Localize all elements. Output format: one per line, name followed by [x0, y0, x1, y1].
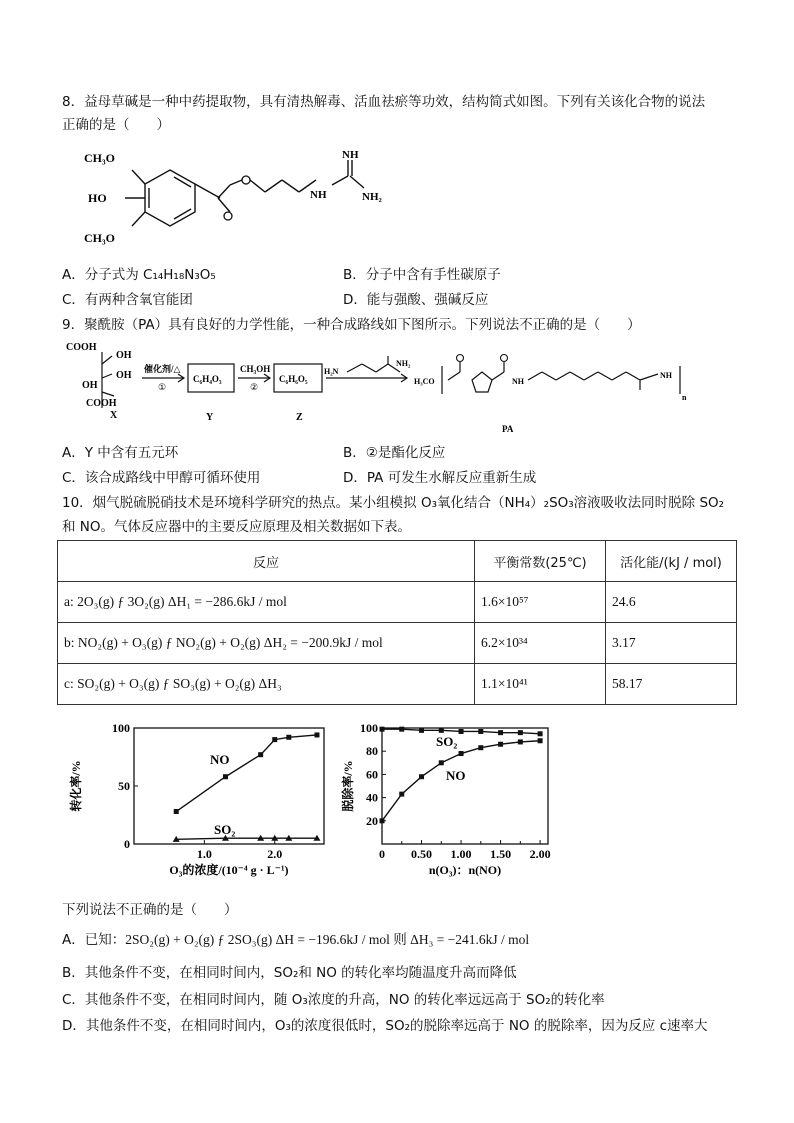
q9-option-b: B．②是酯化反应 — [343, 445, 446, 461]
data-point — [380, 727, 385, 732]
q9-reagent2: CH₃OH — [240, 364, 271, 374]
data-point — [314, 732, 319, 737]
q8-label-nh-top: NH — [342, 149, 359, 161]
series-label: SO₂ — [214, 822, 236, 837]
q9-reagent1: 催化剂/△ — [144, 364, 181, 374]
table-cell-k: 6.2×10³⁴ — [475, 623, 606, 664]
y-tick-label: 20 — [366, 813, 378, 828]
q9-step2: ② — [250, 382, 259, 392]
q10-option-a — [62, 930, 529, 950]
q9-option-d: D．PA 可发生水解反应重新生成 — [343, 470, 537, 486]
y-tick-label: 100 — [360, 721, 378, 735]
q9-stem: 9．聚酰胺（PA）具有良好的力学性能，一种合成路线如下图所示。下列说法不正确的是（ ） — [62, 317, 641, 333]
table-cell-reaction: b: NO₂(g) + O₃(g) ƒ NO₂(g) + O₂(g) ΔH₂ = −200.9kJ / mol — [58, 623, 475, 664]
data-point — [399, 792, 404, 797]
series-line-NO — [176, 735, 317, 812]
data-point — [518, 730, 523, 735]
data-point — [399, 727, 404, 732]
q9-label-z: Z — [296, 412, 303, 423]
table-header-row — [58, 541, 737, 582]
y-axis-label: 转化率/% — [69, 760, 83, 812]
q9-label-cooh-bottom: COOH — [86, 398, 117, 409]
data-point — [223, 774, 228, 779]
q10-stem-line2: 和 NO。气体反应器中的主要反应原理及相关数据如下表。 — [62, 519, 412, 535]
data-point — [439, 728, 444, 733]
q8-label-och3-bottom: CH₃O — [84, 231, 115, 245]
chart-removal-vs-ratio — [336, 718, 556, 888]
chart-conversion-vs-o3 — [62, 718, 332, 888]
q9-synthesis-scheme — [62, 336, 742, 436]
q9-y-formula: C₆H₄O₃ — [193, 374, 222, 384]
q9-label-pa: PA — [502, 424, 514, 434]
series-label: SO₂ — [436, 734, 458, 749]
x-tick-label: 0 — [379, 847, 385, 861]
data-point — [419, 774, 424, 779]
q8-option-d: D．能与强酸、强碱反应 — [343, 292, 489, 308]
table-cell-k: 1.1×10⁴¹ — [475, 664, 606, 705]
q9-label-oh3: OH — [82, 380, 98, 391]
x-tick-label: 1.50 — [490, 847, 512, 861]
q8-label-och3-top: CH₃O — [84, 151, 115, 165]
table-cell-ea: 3.17 — [606, 623, 737, 664]
data-point — [380, 818, 385, 823]
y-tick-label: 40 — [366, 790, 378, 805]
data-point — [439, 760, 444, 765]
data-point — [272, 737, 277, 742]
table-cell-ea: 24.6 — [606, 582, 737, 623]
table-row — [58, 582, 737, 623]
x-tick-label: 2.00 — [529, 847, 551, 861]
series-label: NO — [210, 752, 230, 767]
y-tick-label: 80 — [366, 744, 378, 759]
data-point — [459, 729, 464, 734]
data-point — [518, 739, 523, 744]
data-point — [258, 752, 263, 757]
table-cell-reaction: c: SO₂(g) + O₃(g) ƒ SO₃(g) + O₂(g) ΔH₃ — [58, 664, 475, 705]
x-axis-label: O₃的浓度/(10⁻⁴ g · L⁻¹) — [169, 863, 289, 877]
data-point — [498, 730, 503, 735]
q8-option-a: A．分子式为 C₁₄H₁₈N₃O₅ — [62, 267, 216, 283]
y-tick-label: 0 — [124, 837, 130, 851]
x-axis-label: n(O₃)：n(NO) — [428, 863, 502, 877]
data-point — [459, 751, 464, 756]
q9-label-h2n: H₂N — [324, 367, 339, 376]
q9-label-nh-2: NH — [660, 371, 672, 380]
y-tick-label: 100 — [112, 721, 130, 735]
table-header-reaction: 反应 — [58, 541, 475, 582]
data-point — [478, 729, 483, 734]
y-axis-label: 脱除率/% — [341, 760, 355, 812]
q10-option-a-math: 2SO₂(g) + O₂(g) ƒ 2SO₃(g) ΔH = −196.6kJ / mol 则 ΔH₃ = −241.6kJ / mol — [125, 932, 530, 947]
data-point — [498, 742, 503, 747]
q8-label-nh: NH — [310, 189, 327, 201]
q10-option-a-prefix: A．已知： — [62, 932, 126, 948]
q9-label-n: n — [682, 393, 687, 402]
y-tick-label: 60 — [366, 767, 378, 782]
q8-stem-line1: 8．益母草碱是一种中药提取物，具有清热解毒、活血祛瘀等功效，结构简式如图。下列有关该化合物的说法 — [62, 94, 706, 110]
q9-label-h3co: H₃CO — [414, 377, 435, 386]
q10-option-b: B．其他条件不变，在相同时间内，SO₂和 NO 的转化率均随温度升高而降低 — [62, 965, 517, 981]
x-tick-label: 0.50 — [411, 847, 433, 861]
data-point — [174, 809, 179, 814]
q9-label-x: X — [110, 410, 118, 421]
q8-stem-line2: 正确的是（ ） — [62, 117, 170, 133]
data-point — [419, 728, 424, 733]
data-point — [478, 745, 483, 750]
q9-label-nh-1: NH — [512, 377, 524, 386]
q8-option-b: B．分子中含有手性碳原子 — [343, 267, 501, 283]
q9-label-y: Y — [206, 412, 214, 423]
q10-sub-stem: 下列说法不正确的是（ ） — [62, 902, 238, 918]
q9-label-oh1: OH — [116, 350, 132, 361]
q10-option-c: C．其他条件不变，在相同时间内，随 O₃浓度的升高，NO 的转化率远远高于 SO₂的转化率 — [62, 992, 605, 1008]
table-row — [58, 623, 737, 664]
x-tick-label: 1.0 — [196, 847, 212, 861]
q9-label-oh2: OH — [116, 370, 132, 381]
q8-label-nh2: NH₂ — [362, 191, 382, 203]
reaction-table — [57, 540, 737, 705]
table-cell-reaction: a: 2O₃(g) ƒ 3O₂(g) ΔH₁ = −286.6kJ / mol — [58, 582, 475, 623]
q9-step1: ① — [158, 382, 167, 392]
data-point — [286, 735, 291, 740]
data-point — [538, 738, 543, 743]
q8-structure — [70, 140, 410, 250]
table-cell-ea: 58.17 — [606, 664, 737, 705]
q9-z-formula: C₆H₆O₅ — [279, 374, 308, 384]
x-tick-label: 2.0 — [267, 847, 283, 861]
table-row — [58, 664, 737, 705]
q10-stem-line1: 10．烟气脱硫脱硝技术是环境科学研究的热点。某小组模拟 O₃氧化结合（NH₄）₂SO₃溶液吸收法同时脱除 SO₂ — [62, 495, 725, 511]
data-point — [538, 731, 543, 736]
x-tick-label: 1.00 — [450, 847, 472, 861]
q9-label-nh2: NH₂ — [396, 359, 411, 368]
q8-label-ho: HO — [88, 191, 107, 205]
q9-option-a: A．Y 中含有五元环 — [62, 445, 179, 461]
y-tick-label: 50 — [118, 779, 130, 793]
q8-option-c: C．有两种含氧官能团 — [62, 292, 193, 308]
series-line-SO₂ — [176, 838, 317, 839]
table-cell-k: 1.6×10⁵⁷ — [475, 582, 606, 623]
table-header-k: 平衡常数(25℃) — [475, 541, 606, 582]
table-header-ea: 活化能/(kJ / mol) — [606, 541, 737, 582]
series-label: NO — [446, 768, 466, 783]
plot-frame — [382, 728, 548, 844]
q10-option-d: D．其他条件不变，在相同时间内，O₃的浓度很低时，SO₂的脱除率远高于 NO 的脱除率，因为反应 c速率大 — [62, 1018, 708, 1034]
q9-option-c: C．该合成路线中甲醇可循环使用 — [62, 470, 261, 486]
q9-label-cooh-top: COOH — [66, 342, 97, 353]
